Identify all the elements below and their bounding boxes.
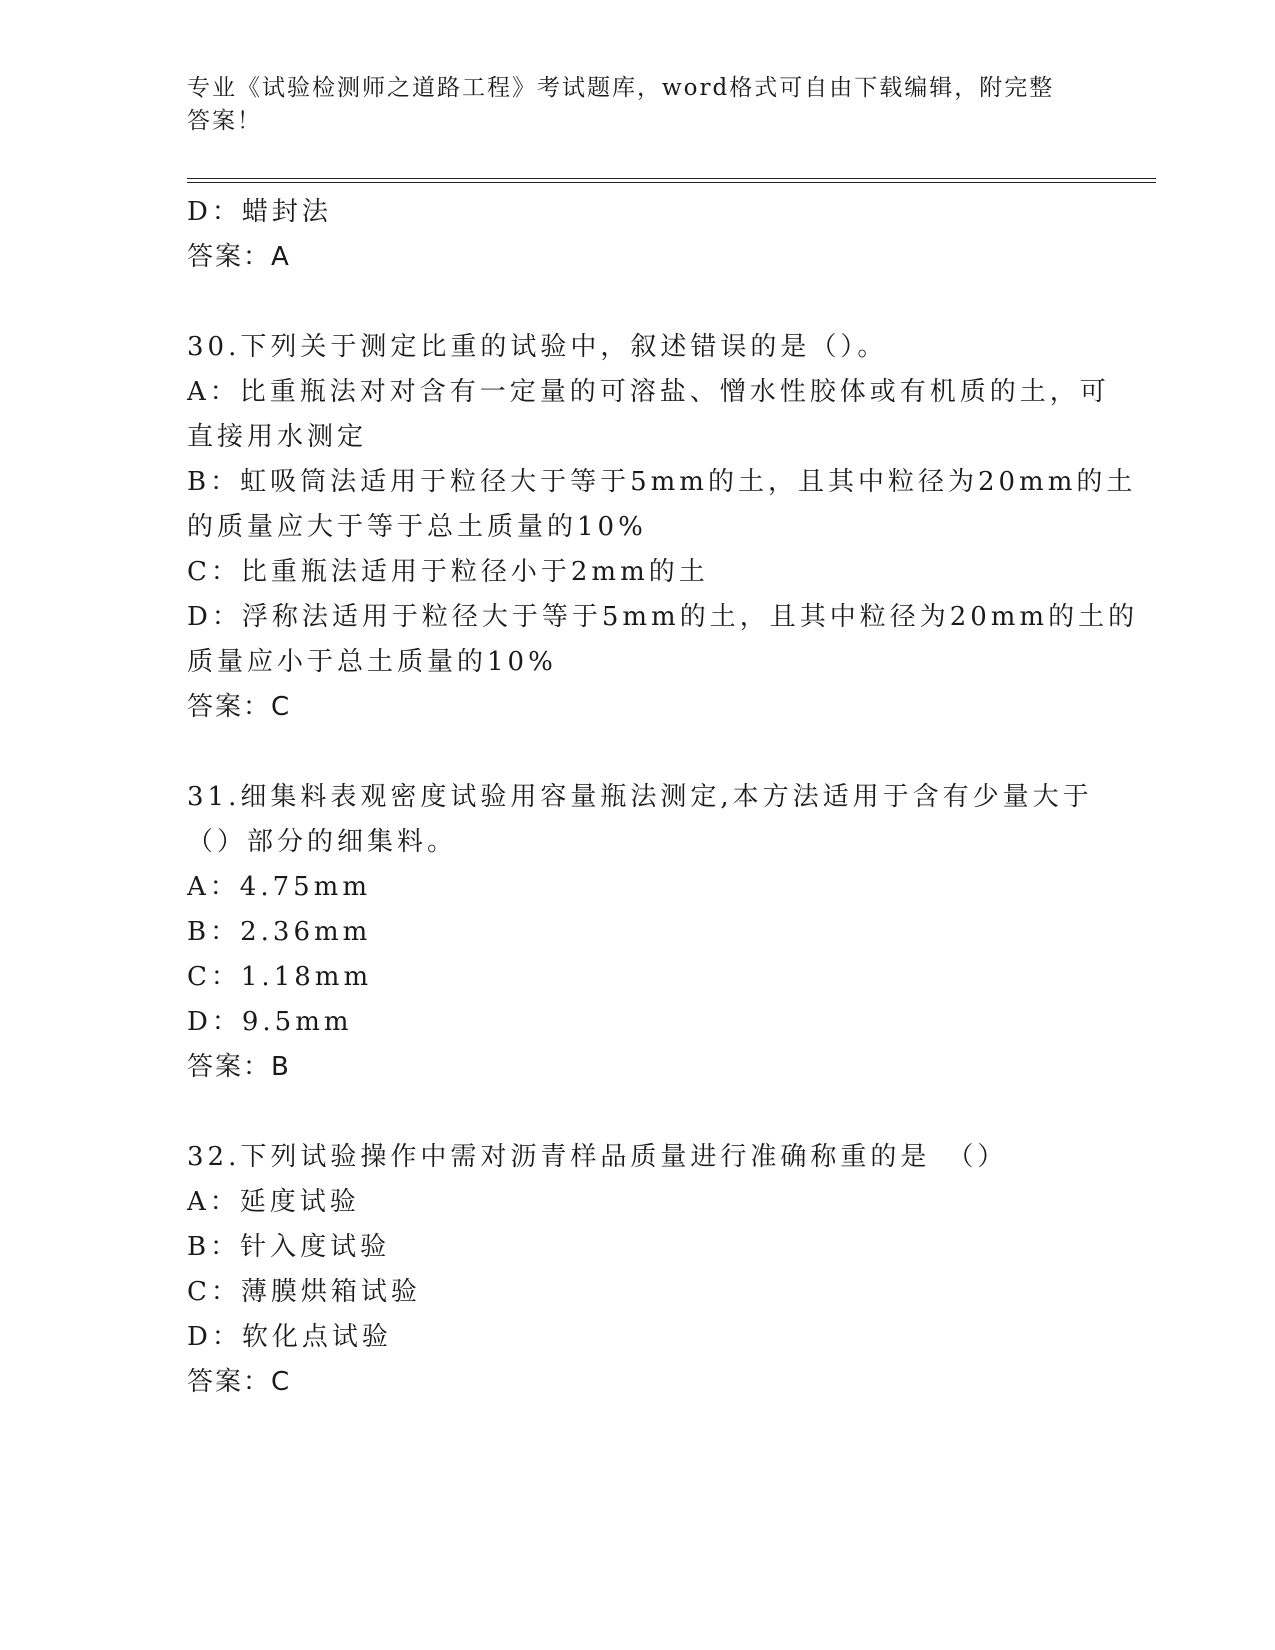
question-32 xyxy=(187,1135,1077,1405)
question-stem: 30.下列关于测定比重的试验中，叙述错误的是（）。 xyxy=(187,332,888,362)
option-b: B：针入度试验 xyxy=(187,1232,391,1262)
answer: 答案：C xyxy=(187,692,292,722)
option-c: C：1.18mm xyxy=(187,962,373,992)
question-stem-cont: （）部分的细集料。 xyxy=(187,827,458,857)
prev-answer: 答案：A xyxy=(187,242,291,272)
question-stem: 32.下列试验操作中需对沥青样品质量进行准确称重的是 （） xyxy=(187,1142,1008,1172)
option-c: C：薄膜烘箱试验 xyxy=(187,1277,421,1307)
question-content xyxy=(187,190,1139,1405)
option-b-cont: 的质量应大于等于总土质量的10% xyxy=(187,512,647,542)
option-b: B：2.36mm xyxy=(187,917,372,947)
question-30 xyxy=(187,325,1139,730)
question-31 xyxy=(187,775,1093,1090)
answer: 答案：B xyxy=(187,1052,291,1082)
document-header: 专业《试验检测师之道路工程》考试题库，word格式可自由下载编辑，附完整答案！ xyxy=(187,75,1055,134)
option-a: A：比重瓶法对对含有一定量的可溶盐、憎水性胶体或有机质的土，可 xyxy=(187,377,1110,407)
option-d: D：浮称法适用于粒径大于等于5mm的土，且其中粒径为20mm的土的 xyxy=(187,602,1139,632)
option-a-cont: 直接用水测定 xyxy=(187,422,368,452)
option-a: A：延度试验 xyxy=(187,1187,360,1217)
answer: 答案：C xyxy=(187,1367,292,1397)
option-d: D：9.5mm xyxy=(187,1007,353,1037)
option-c: C：比重瓶法适用于粒径小于2mm的土 xyxy=(187,557,709,587)
header-divider-bottom xyxy=(187,182,1156,183)
option-d-cont: 质量应小于总土质量的10% xyxy=(187,647,557,677)
option-d: D：软化点试验 xyxy=(187,1322,392,1352)
option-b: B：虹吸筒法适用于粒径大于等于5mm的土，且其中粒径为20mm的土 xyxy=(187,467,1137,497)
prev-option-d: D：蜡封法 xyxy=(187,197,332,227)
option-a: A：4.75mm xyxy=(187,872,371,902)
header-divider-top xyxy=(187,178,1156,179)
question-stem: 31.细集料表观密度试验用容量瓶法测定,本方法适用于含有少量大于 xyxy=(187,782,1093,812)
